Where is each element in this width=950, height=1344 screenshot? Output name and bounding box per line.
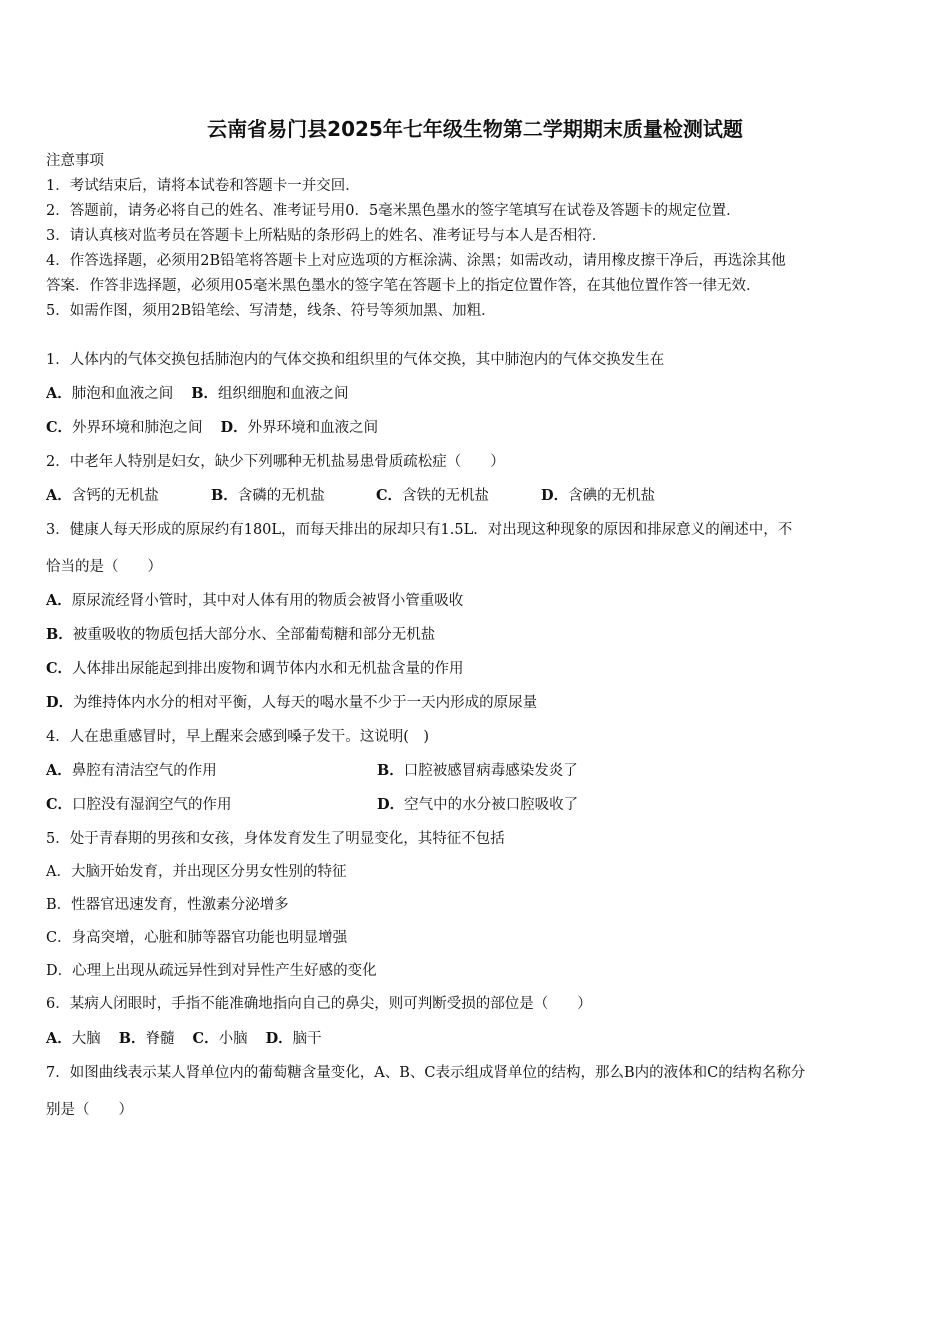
option-label: A． (46, 487, 72, 504)
option-label: B． (211, 487, 238, 504)
notice-heading: 注意事项 (46, 153, 104, 169)
question-7-stem: 7．如图曲线表示某人肾单位内的葡萄糖含量变化，A、B、C表示组成肾单位的结构，那么B内的液体和C的结构名称分 (46, 1065, 806, 1081)
option-label: C． (46, 419, 73, 436)
question-2-option-b: 含磷的无机盐 (237, 488, 325, 504)
question-1-option-b: 组织细胞和血液之间 (218, 386, 349, 402)
question-5-option-c: C．身高突增，心脏和肺等器官功能也明显增强 (46, 930, 348, 946)
notice-item: 1．考试结束后，请将本试卷和答题卡一并交回． (46, 178, 360, 194)
question-3-option-b (46, 625, 435, 645)
page-title: 云南省易门县2025年七年级生物第二学期期末质量检测试题 (207, 117, 743, 141)
question-3-option-d (46, 693, 537, 713)
option-label: B． (118, 1030, 146, 1047)
question-1-options-row-1 (46, 384, 349, 404)
question-6-option-d: 脑干 (292, 1031, 322, 1047)
option-label: C． (46, 796, 73, 813)
option-label: A． (46, 1030, 72, 1047)
option-label: A． (46, 762, 72, 779)
question-6-stem: 6．某病人闭眼时，手指不能准确地指向自己的鼻尖，则可判断受损的部位是（ ） (46, 996, 592, 1012)
question-5-option-d: D．心理上出现从疏远异性到对异性产生好感的变化 (46, 963, 377, 979)
option-label: C． (192, 1030, 219, 1047)
question-7-stem-cont: 别是（ ） (46, 1102, 133, 1118)
option-label: D． (46, 694, 74, 711)
notice-item: 答案．作答非选择题，必须用05毫米黑色墨水的签字笔在答题卡上的指定位置作答，在其他位置作答一律无效． (46, 278, 761, 294)
question-2-option-a: 含钙的无机盐 (71, 488, 159, 504)
notice-item: 3．请认真核对监考员在答题卡上所粘贴的条形码上的姓名、准考证号与本人是否相符． (46, 228, 607, 244)
question-3-option-a (46, 591, 463, 611)
question-6-option-b: 脊髓 (145, 1031, 175, 1047)
question-1-option-d: 外界环境和血液之间 (247, 420, 379, 436)
notice-item: 5．如需作图，须用2B铅笔绘、写清楚，线条、符号等须加黑、加粗． (46, 303, 496, 319)
option-label: D． (541, 487, 569, 504)
option-label: A． (46, 592, 72, 609)
option-text: 人体排出尿能起到排出废物和调节体内水和无机盐含量的作用 (72, 661, 464, 677)
question-1-options-row-2 (46, 418, 378, 438)
question-5-option-b: B．性器官迅速发育，性激素分泌增多 (46, 897, 289, 913)
option-text: 为维持体内水分的相对平衡，人每天的喝水量不少于一天内形成的原尿量 (73, 695, 538, 711)
option-label: B． (377, 762, 404, 779)
question-3-option-c (46, 659, 464, 679)
question-5-stem: 5．处于青春期的男孩和女孩，身体发育发生了明显变化，其特征不包括 (46, 831, 505, 847)
option-label: D． (220, 419, 248, 436)
question-4-options-row-1 (46, 761, 578, 781)
question-4-option-a: 鼻腔有清洁空气的作用 (71, 763, 217, 779)
question-4-options-row-2 (46, 795, 578, 815)
question-5-option-a: A．大脑开始发育，并出现区分男女性别的特征 (46, 864, 347, 880)
option-text: 原尿流经肾小管时，其中对人体有用的物质会被肾小管重吸收 (71, 593, 464, 609)
question-1-option-a: 肺泡和血液之间 (71, 386, 174, 402)
question-1-stem: 1．人体内的气体交换包括肺泡内的气体交换和组织里的气体交换，其中肺泡内的气体交换发生在 (46, 352, 665, 368)
question-6-option-c: 小脑 (218, 1031, 248, 1047)
question-6-options (46, 1029, 322, 1049)
option-label: C． (46, 660, 73, 677)
notice-item: 4．作答选择题，必须用2B铅笔将答题卡上对应选项的方框涂满、涂黑；如需改动，请用橡皮擦干净后，再选涂其他 (46, 253, 786, 269)
option-label: B． (191, 385, 219, 402)
option-text: 被重吸收的物质包括大部分水、全部葡萄糖和部分无机盐 (72, 627, 436, 643)
option-label: A． (46, 385, 72, 402)
question-4-option-b: 口腔被感冒病毒感染发炎了 (403, 763, 578, 779)
question-2-option-d: 含碘的无机盐 (568, 488, 656, 504)
option-label: D． (265, 1030, 293, 1047)
option-label: D． (377, 796, 405, 813)
option-label: C． (376, 487, 403, 504)
question-2-stem: 2．中老年人特别是妇女，缺少下列哪种无机盐易患骨质疏松症（ ） (46, 454, 505, 470)
question-4-stem: 4．人在患重感冒时，早上醒来会感到嗓子发干。这说明( ) (46, 729, 430, 745)
question-3-stem: 3．健康人每天形成的原尿约有180L，而每天排出的尿却只有1.5L．对出现这种现象的原因和排尿意义的阐述中，不 (46, 522, 793, 538)
question-6-option-a: 大脑 (71, 1031, 101, 1047)
question-1-option-c: 外界环境和肺泡之间 (72, 420, 203, 436)
question-4-option-c: 口腔没有湿润空气的作用 (72, 797, 232, 813)
option-label: B． (46, 626, 73, 643)
question-4-option-d: 空气中的水分被口腔吸收了 (404, 797, 579, 813)
question-3-stem-cont: 恰当的是（ ） (46, 559, 162, 575)
question-2-options (46, 486, 655, 506)
notice-item: 2．答题前，请务必将自己的姓名、准考证号用0．5毫米黑色墨水的签字笔填写在试卷及答题卡的规定位置． (46, 203, 741, 219)
question-2-option-c: 含铁的无机盐 (402, 488, 490, 504)
